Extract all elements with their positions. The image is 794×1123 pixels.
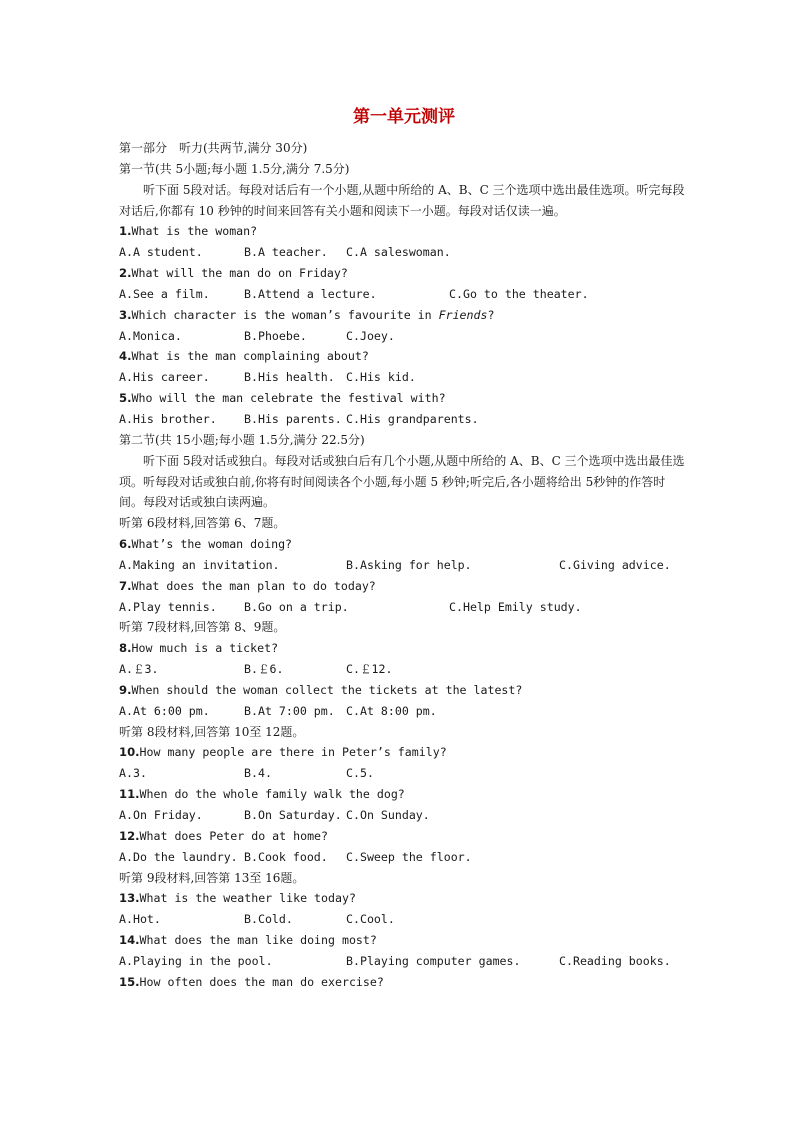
option-c: C.Joey.: [346, 328, 395, 343]
question-10: [119, 742, 689, 763]
question-number: 2.: [119, 266, 132, 281]
question-6-options: [119, 555, 689, 576]
option-c: C.Giving advice.: [559, 557, 671, 572]
question-14-options: [119, 951, 689, 972]
question-13: [119, 888, 689, 909]
question-number: 13.: [119, 891, 140, 906]
question-number: 1.: [119, 224, 132, 239]
question-13-options: [119, 909, 689, 930]
question-number: 12.: [119, 828, 140, 843]
option-c: C.Sweep the floor.: [346, 849, 472, 864]
question-1-options: [119, 242, 689, 263]
question-text-italic: Friends: [438, 307, 488, 322]
option-c: C.On Sunday.: [346, 808, 430, 822]
question-5-options: [119, 409, 689, 430]
option-b: B.His parents.: [244, 411, 342, 426]
question-2-options: [119, 284, 689, 305]
section1-instructions: 听下面 5段对话。每段对话后有一个小题,从题中所给的 A、B、C 三个选项中选出最佳选项。听完每段对话后,你都有 10 秒钟的时间来回答有关小题和阅读下一小题。每段对话仅读一遍。: [119, 182, 685, 218]
question-number: 6.: [119, 537, 132, 552]
question-text-end: ?: [487, 307, 495, 322]
question-2: [119, 263, 689, 284]
option-a: A.Do the laundry.: [119, 849, 238, 864]
question-text: What’s the woman doing?: [131, 537, 293, 552]
group-intro: 听第 7段材料,回答第 8、9题。: [119, 620, 286, 635]
question-text: What does Peter do at home?: [139, 828, 329, 843]
question-text: How much is a ticket?: [131, 641, 279, 656]
option-c: C.Cool.: [346, 912, 395, 927]
part1-heading: 第一部分 听力(共两节,满分 30分): [119, 141, 308, 155]
question-number: 10.: [119, 745, 140, 760]
question-text: What is the man complaining about?: [131, 349, 369, 364]
option-b: B.￡6.: [244, 662, 284, 677]
question-11-options: [119, 805, 689, 826]
option-a: A.At 6:00 pm.: [119, 703, 210, 718]
option-b: B.At 7:00 pm.: [244, 703, 335, 718]
option-a: A.Playing in the pool.: [119, 953, 273, 968]
question-number: 4.: [119, 349, 132, 364]
question-9-options: [119, 701, 689, 722]
question-text: When should the woman collect the tickets at the latest?: [131, 682, 523, 697]
question-text: How often does the man do exercise?: [139, 974, 384, 989]
option-a: A.His career.: [119, 370, 210, 385]
section2-heading: 第二节(共 15小题;每小题 1.5分,满分 22.5分): [119, 432, 365, 447]
question-number: 7.: [119, 578, 132, 593]
option-a: A.3.: [119, 766, 147, 781]
section1-heading: 第一节(共 5小题;每小题 1.5分,满分 7.5分): [119, 161, 350, 176]
option-a: A.￡3.: [119, 662, 159, 677]
question-11: [119, 784, 689, 805]
option-a: A.A student.: [119, 245, 203, 260]
group-intro: 听第 9段材料,回答第 13至 16题。: [119, 870, 305, 885]
option-b: B.Phoebe.: [244, 328, 307, 343]
question-text: What will the man do on Friday?: [131, 266, 348, 281]
question-number: 15.: [119, 974, 140, 989]
option-b: B.4.: [244, 766, 272, 781]
question-text: What is the woman?: [131, 224, 258, 239]
section2-instructions: 听下面 5段对话或独白。每段对话或独白后有几个小题,从题中所给的 A、B、C 三个选项中选出最佳选项。听每段对话或独白前,你将有时间阅读各个小题,每小题 5 秒钟;听完后,各小题将给出 5秒钟的作答时间。每段对话或独白读两遍。: [119, 453, 685, 510]
question-14: [119, 930, 689, 951]
question-text: How many people are there in Peter’s family?: [139, 745, 447, 760]
question-3-options: [119, 326, 689, 347]
option-b: B.Asking for help.: [346, 557, 472, 572]
option-c: C.5.: [346, 766, 374, 781]
option-a: A.Monica.: [119, 328, 182, 343]
question-9: [119, 680, 689, 701]
question-7: [119, 576, 689, 597]
option-b: B.A teacher.: [244, 245, 328, 260]
option-b: B.Cold.: [244, 912, 293, 927]
question-12-options: [119, 847, 689, 868]
option-a: A.Hot.: [119, 912, 161, 927]
question-number: 5.: [119, 391, 132, 406]
question-number: 9.: [119, 682, 132, 697]
option-b: B.His health.: [244, 370, 335, 385]
option-b: B.Cook food.: [244, 849, 328, 864]
question-number: 3.: [119, 307, 132, 322]
group-intro: 听第 6段材料,回答第 6、7题。: [119, 516, 286, 531]
option-c: C.Help Emily study.: [449, 599, 582, 614]
option-b: B.Playing computer games.: [346, 953, 521, 968]
option-b: B.On Saturday.: [244, 808, 342, 822]
option-a: A.See a film.: [119, 286, 210, 301]
option-a: A.Play tennis.: [119, 599, 217, 614]
question-1: [119, 221, 689, 242]
option-a: A.On Friday.: [119, 808, 203, 822]
option-c: C.His grandparents.: [346, 411, 479, 426]
option-a: A.His brother.: [119, 411, 217, 426]
question-text: When do the whole family walk the dog?: [139, 787, 405, 802]
option-c: C.Reading books.: [559, 953, 671, 968]
option-c: C.Go to the theater.: [449, 286, 589, 301]
option-c: C.His kid.: [346, 370, 416, 385]
question-number: 14.: [119, 933, 140, 948]
question-number: 11.: [119, 787, 140, 802]
option-b: B.Go on a trip.: [244, 599, 349, 614]
question-3: [119, 305, 689, 326]
option-c: C.￡12.: [346, 662, 393, 677]
option-b: B.Attend a lecture.: [244, 286, 377, 301]
option-a: A.Making an invitation.: [119, 557, 280, 572]
question-number: 8.: [119, 641, 132, 656]
question-text: What does the man like doing most?: [139, 933, 377, 948]
question-text: What is the weather like today?: [139, 891, 356, 906]
question-15: [119, 972, 689, 993]
question-text: What does the man plan to do today?: [131, 578, 376, 593]
page-title: 第一单元测评: [353, 107, 455, 127]
question-5: [119, 388, 689, 409]
option-c: C.A saleswoman.: [346, 245, 451, 260]
question-10-options: [119, 763, 689, 784]
question-12: [119, 826, 689, 847]
question-4: [119, 346, 689, 367]
exam-page: [119, 104, 689, 993]
question-8-options: [119, 659, 689, 680]
option-c: C.At 8:00 pm.: [346, 703, 437, 718]
group-intro: 听第 8段材料,回答第 10至 12题。: [119, 724, 305, 739]
question-6: [119, 534, 689, 555]
question-text: Which character is the woman’s favourite in: [131, 307, 439, 322]
question-7-options: [119, 597, 689, 618]
question-4-options: [119, 367, 689, 388]
question-text: Who will the man celebrate the festival with?: [131, 391, 446, 406]
question-8: [119, 638, 689, 659]
